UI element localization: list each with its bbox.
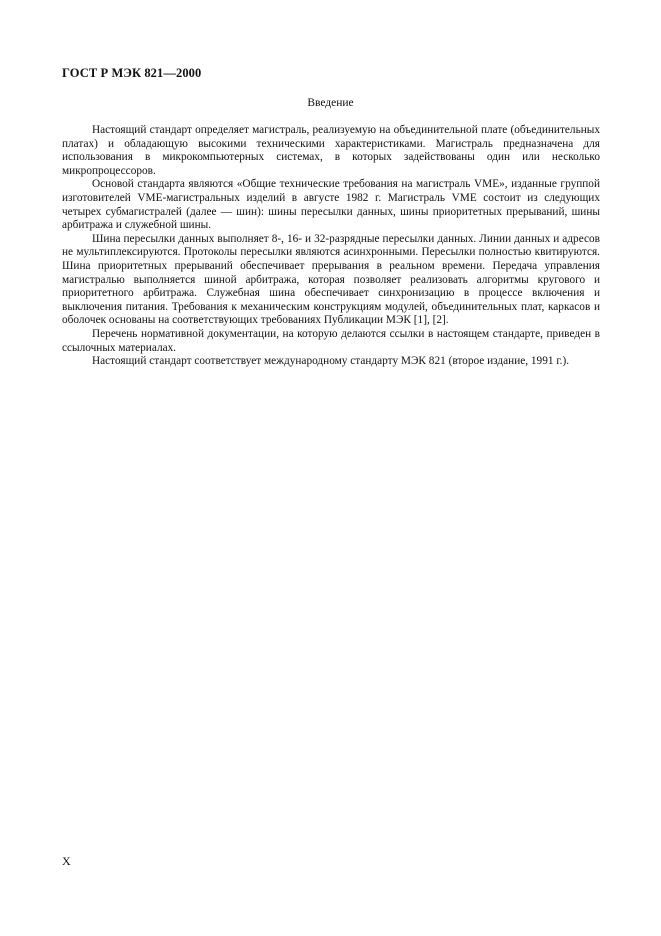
body-text bbox=[62, 124, 600, 369]
paragraph: Настоящий стандарт определяет магистраль, реализуемую на объединительной плате (объединительных платах) и обладающую высокими техническими характеристиками. Магистраль предназначена для использования в микрокомпьютерных системах, в которых задействованы один или несколько микропроцессоров. bbox=[62, 124, 600, 177]
section-title: Введение bbox=[307, 97, 354, 109]
paragraph: Шина пересылки данных выполняет 8-, 16- и 32-разрядные пересылки данных. Линии данных и адресов не мультиплексируются. Протоколы пересылки являются асинхронными. Пересылки полностью квитируются. Шина приоритетных прерываний обеспечивает прерывания в реальном времени. Передача управления магистралью выполняется шиной арбитража, которая позволяет реализовать алгоритмы кругового и приоритетного арбитража. Служебная шина обеспечивает синхронизацию в процессе включения и выключения питания. Требования к механическим конструкциям модулей, объединительных плат, каркасов и оболочек основаны на соответствующих требованиях Публикации МЭК [1], [2]. bbox=[62, 232, 600, 327]
paragraph: Перечень нормативной документации, на которую делаются ссылки в настоящем стандарте, приведен в ссылочных материалах. bbox=[62, 327, 600, 354]
document-header-code: ГОСТ Р МЭК 821—2000 bbox=[62, 66, 202, 80]
page-number: X bbox=[62, 854, 71, 868]
paragraph: Настоящий стандарт соответствует международному стандарту МЭК 821 (второе издание, 1991 г.). bbox=[92, 355, 570, 368]
paragraph: Основой стандарта являются «Общие технические требования на магистраль VME», изданные группой изготовителей VME-магистральных изделий в августе 1982 г. Магистраль VME состоит из следующих четырех субмагистралей (далее — шин): шины пересылки данных, шины приоритетных прерываний, шины арбитража и служебной шины. bbox=[62, 178, 600, 232]
